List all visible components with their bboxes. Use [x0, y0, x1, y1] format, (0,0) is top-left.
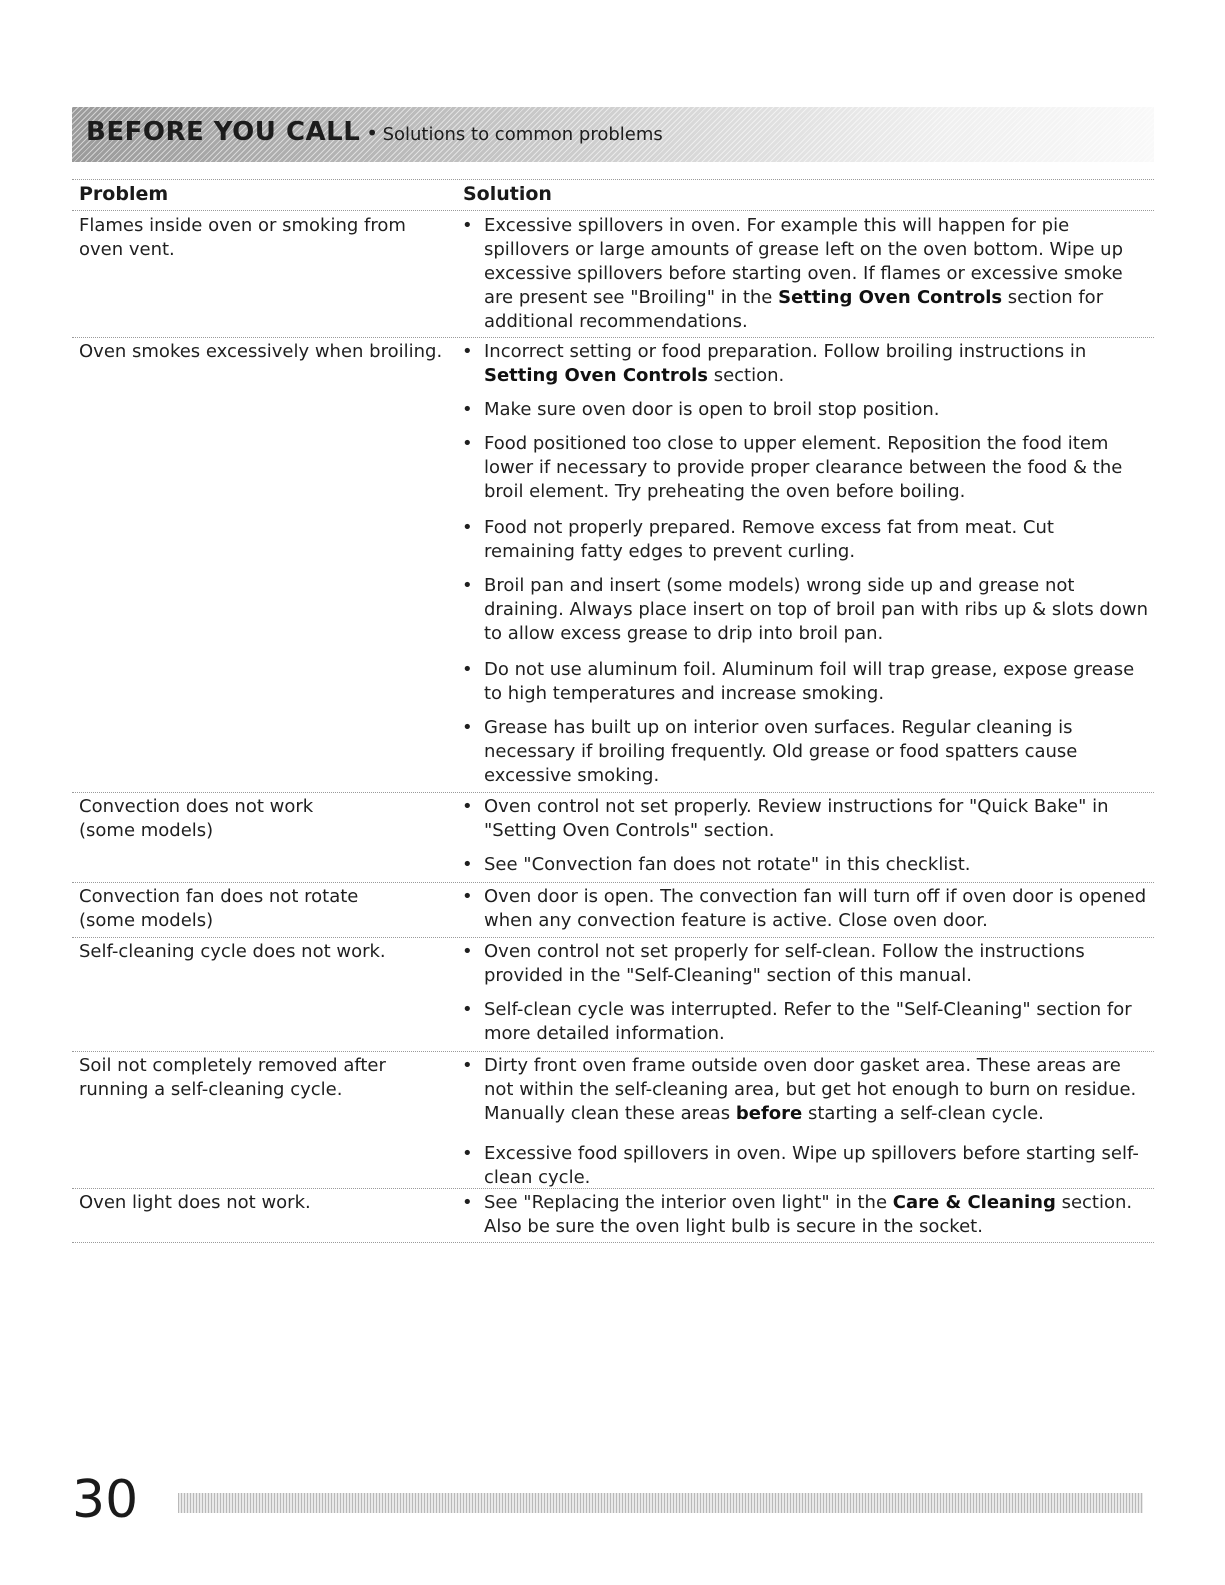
- problem-cell: Oven smokes excessively when broiling.: [79, 341, 443, 362]
- problem-cell: Convection does not work (some models): [79, 796, 314, 841]
- solution-item: • Oven door is open. The convection fan will turn off if oven door is opened when any convection feature is active. Close oven door.: [462, 886, 1147, 931]
- solution-item: • Excessive food spillovers in oven. Wipe up spillovers before starting self-clean cycle.: [462, 1143, 1139, 1188]
- banner-heading: [86, 117, 663, 147]
- solution-item: • Grease has built up on interior oven surfaces. Regular cleaning is necessary if broiling frequently. Old grease or food spatters cause excessive smoking.: [462, 717, 1078, 786]
- bullet-icon: •: [462, 854, 473, 875]
- problem-cell: Self-cleaning cycle does not work.: [79, 941, 386, 962]
- solution-item: • See "Replacing the interior oven light" in the Care & Cleaning section. Also be sure the oven light bulb is secure in the socket.: [462, 1192, 1133, 1237]
- bullet-icon: •: [462, 517, 473, 538]
- bullet-icon: •: [462, 399, 473, 420]
- bullet-icon: •: [462, 1143, 473, 1164]
- problem-cell: Convection fan does not rotate (some models): [79, 886, 359, 931]
- problem-cell: Oven light does not work.: [79, 1192, 311, 1213]
- solution-item: • Do not use aluminum foil. Aluminum foil will trap grease, expose grease to high temperatures and increase smoking.: [462, 659, 1135, 704]
- solution-item: • Oven control not set properly. Review instructions for "Quick Bake" in "Setting Oven Controls" section.: [462, 796, 1109, 841]
- bullet-icon: •: [462, 796, 473, 817]
- table-top-rule: [72, 179, 1154, 180]
- solution-item: • Food not properly prepared. Remove excess fat from meat. Cut remaining fatty edges to prevent curling.: [462, 517, 1054, 562]
- bullet-icon: •: [462, 575, 473, 596]
- row-separator: [72, 792, 1154, 793]
- bullet-icon: •: [462, 433, 473, 454]
- emphasis-text: Setting Oven Controls: [778, 287, 1003, 308]
- solution-column-header: Solution: [463, 183, 552, 205]
- solution-item: • Dirty front oven frame outside oven door gasket area. These areas are not within the self-cleaning area, but get hot enough to burn on residue. Manually clean these areas before starting a self-clean cycle.: [462, 1055, 1137, 1124]
- problem-cell: Flames inside oven or smoking from oven vent.: [79, 215, 406, 260]
- solution-item: • Excessive spillovers in oven. For example this will happen for pie spillovers or large amounts of grease left on the oven bottom. Wipe up excessive spillovers before starting oven. If flames or excessive smoke are present see "Broiling" in the Setting Oven Controls section for additional recommendations.: [462, 215, 1123, 332]
- bullet-icon: •: [462, 999, 473, 1020]
- banner-subtitle: Solutions to common problems: [382, 124, 663, 145]
- section-banner: [72, 107, 1154, 162]
- table-header: [79, 183, 1154, 211]
- banner-bullet: •: [366, 121, 379, 145]
- bullet-icon: •: [462, 886, 473, 907]
- solution-item: • Broil pan and insert (some models) wrong side up and grease not draining. Always place insert on top of broil pan with ribs up & slots down to allow excess grease to drip into broil pan.: [462, 575, 1149, 644]
- bullet-icon: •: [462, 717, 473, 738]
- emphasis-text: before: [735, 1103, 803, 1124]
- emphasis-text: Care & Cleaning: [892, 1192, 1056, 1213]
- solution-item: • See "Convection fan does not rotate" in this checklist.: [462, 854, 971, 875]
- bullet-icon: •: [462, 941, 473, 962]
- table-header-rule: [72, 210, 1154, 211]
- problem-cell: Soil not completely removed after running a self-cleaning cycle.: [79, 1055, 386, 1100]
- footer-decorative-bar: [178, 1493, 1143, 1513]
- solution-item: • Incorrect setting or food preparation. Follow broiling instructions in Setting Oven Controls section.: [462, 341, 1087, 386]
- page-number: 30: [72, 1470, 139, 1530]
- solution-item: • Oven control not set properly for self-clean. Follow the instructions provided in the "Self-Cleaning" section of this manual.: [462, 941, 1085, 986]
- row-separator: [72, 1051, 1154, 1052]
- row-separator: [72, 937, 1154, 938]
- solution-item: • Self-clean cycle was interrupted. Refer to the "Self-Cleaning" section for more detailed information.: [462, 999, 1132, 1044]
- bullet-icon: •: [462, 215, 473, 236]
- solution-item: • Make sure oven door is open to broil stop position.: [462, 399, 940, 420]
- problem-column-header: Problem: [79, 183, 169, 205]
- row-separator: [72, 1242, 1154, 1243]
- bullet-icon: •: [462, 659, 473, 680]
- solution-item: • Food positioned too close to upper element. Reposition the food item lower if necessary to provide proper clearance between the food & the broil element. Try preheating the oven before boiling.: [462, 433, 1123, 502]
- row-separator: [72, 1188, 1154, 1189]
- bullet-icon: •: [462, 341, 473, 362]
- row-separator: [72, 337, 1154, 338]
- banner-title: BEFORE YOU CALL: [86, 117, 361, 147]
- bullet-icon: •: [462, 1192, 473, 1213]
- bullet-icon: •: [462, 1055, 473, 1076]
- row-separator: [72, 882, 1154, 883]
- emphasis-text: Setting Oven Controls: [484, 365, 708, 386]
